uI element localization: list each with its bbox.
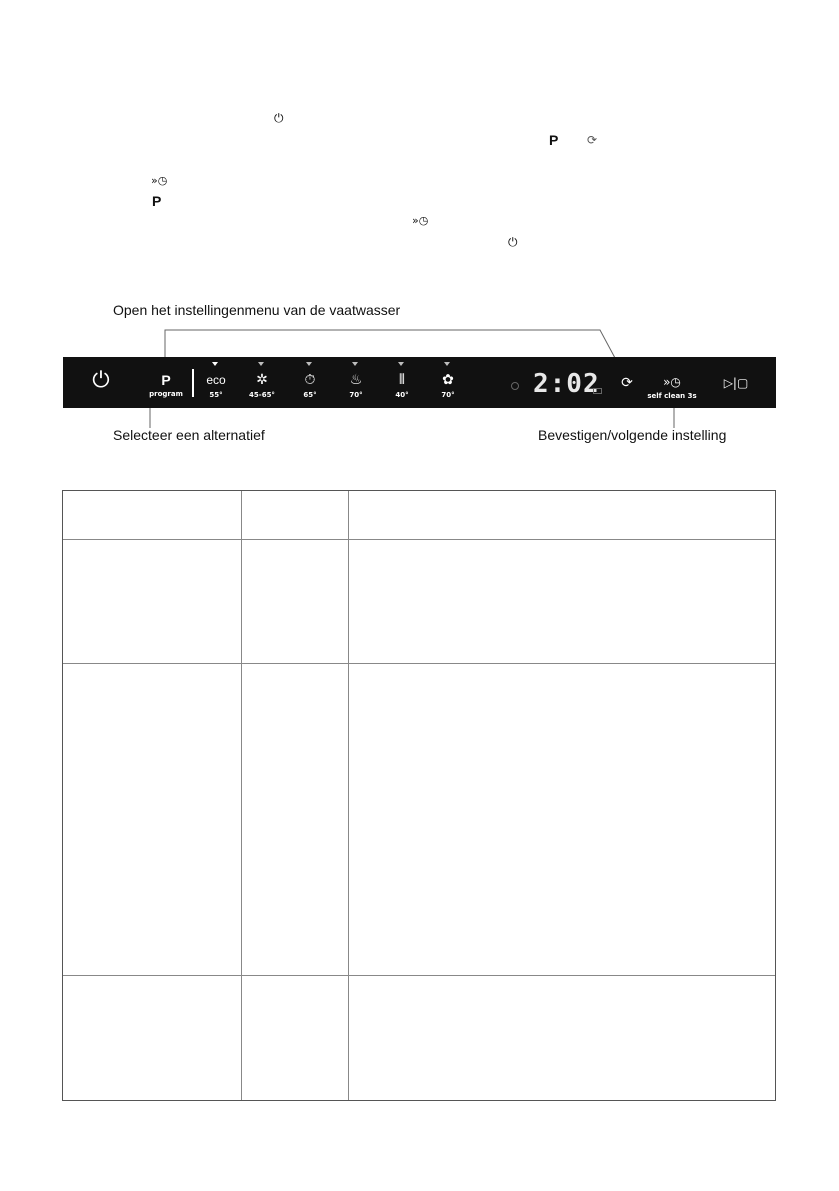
quick-program-button[interactable]: [294, 357, 326, 408]
next-setting-icon: ⟳: [621, 375, 633, 391]
delay-start-button[interactable]: [640, 375, 704, 400]
program-button[interactable]: [139, 373, 193, 398]
delay-start-icon: »◷: [151, 174, 168, 187]
next-setting-button[interactable]: [619, 376, 635, 391]
program-p-icon: P: [549, 132, 559, 148]
time-display: 2:02: [533, 369, 600, 399]
eco-program-button[interactable]: [200, 357, 232, 408]
intensive-program-icon: ♨: [349, 372, 363, 388]
program-label: program: [149, 390, 183, 398]
auto-program-temperature: 45-65°: [249, 391, 275, 399]
rinse-aid-indicator-icon: [593, 388, 602, 394]
program-p-icon: P: [152, 193, 162, 209]
settings-table: [62, 490, 776, 1101]
auto-program-icon: ✲: [256, 372, 268, 388]
hygiene-program-icon: ✿: [442, 372, 454, 388]
table-column-divider: [241, 491, 242, 1100]
intensive-program-button[interactable]: [340, 357, 372, 408]
intensive-program-temperature: 70°: [349, 391, 363, 399]
callout-confirm-next-setting: Bevestigen/volgende instelling: [538, 427, 727, 443]
auto-program-button[interactable]: [246, 357, 278, 408]
callout-open-settings-menu: Open het instellingenmenu van de vaatwasser: [113, 302, 401, 318]
program-indicator-arrow: [398, 362, 404, 366]
program-p-icon: P: [161, 372, 171, 388]
drying-indicator-icon: [511, 382, 519, 390]
quick-program-temperature: 65°: [303, 391, 317, 399]
eco-program-icon: eco: [206, 373, 226, 387]
hygiene-program-button[interactable]: [432, 357, 464, 408]
delay-start-icon: »◷: [663, 375, 681, 389]
program-indicator-arrow: [306, 362, 312, 366]
table-header-divider: [63, 539, 775, 540]
power-icon: ⏻: [508, 235, 518, 249]
dishwasher-control-panel: [63, 357, 776, 408]
glass-program-temperature: 40°: [395, 391, 409, 399]
panel-divider: [192, 369, 194, 397]
program-indicator-arrow: [258, 362, 264, 366]
glass-program-icon: ⫴: [399, 372, 405, 388]
hygiene-program-temperature: 70°: [441, 391, 455, 399]
program-indicator-arrow: [444, 362, 450, 366]
power-icon: ⏻: [92, 368, 110, 393]
delay-start-icon: »◷: [412, 214, 429, 227]
start-pause-icon: ▷|▢: [723, 376, 749, 390]
glass-program-button[interactable]: [386, 357, 418, 408]
power-icon: ⏻: [274, 111, 284, 125]
callout-select-alternative: Selecteer een alternatief: [113, 427, 265, 443]
self-clean-label: self clean 3s: [647, 392, 697, 400]
start-pause-button[interactable]: [723, 376, 749, 391]
next-setting-icon: ⟳: [587, 133, 598, 147]
eco-program-temperature: 55°: [209, 391, 223, 399]
power-button[interactable]: [87, 370, 115, 394]
program-indicator-arrow: [212, 362, 218, 366]
quick-program-icon: ⏱: [304, 372, 316, 388]
table-row-divider: [63, 975, 775, 976]
table-column-divider: [348, 491, 349, 1100]
table-row-divider: [63, 663, 775, 664]
program-indicator-arrow: [352, 362, 358, 366]
